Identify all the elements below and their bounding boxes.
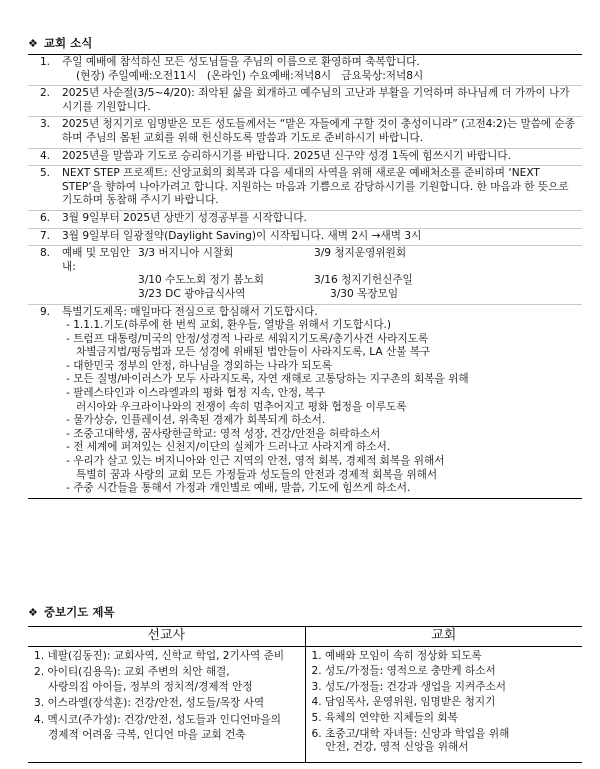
news-item-number: 8. bbox=[39, 247, 51, 260]
missionary-prayer-item-continued: 사랑의집 아이들, 정부의 정치적/경제적 안정 bbox=[48, 680, 253, 693]
church-column bbox=[306, 647, 583, 762]
church-prayer-item: 1. 예배와 모임이 속히 정상화 되도록 bbox=[311, 649, 482, 662]
church-prayer-item: 4. 담임목사, 운영위원, 임명받은 청지기 bbox=[311, 696, 496, 709]
news-item-number: 6. bbox=[39, 211, 51, 224]
prayer-item-continued: 차별금지법/평등법과 모든 성경에 위배된 법안들이 사라지도록, LA 산불 복구 bbox=[76, 346, 431, 359]
missionary-prayer-item-continued: 경제적 어려움 극복, 인디언 마을 교회 건축 bbox=[48, 728, 246, 741]
news-item-4 bbox=[28, 149, 582, 167]
church-prayer-item: 6. 초중고/대학 자녀들: 신앙과 학업을 위해 bbox=[311, 727, 510, 740]
intercession-section-heading bbox=[28, 606, 115, 620]
prayer-title: 특별기도제목: 매일마다 전심으로 합심해서 기도합시다. bbox=[62, 305, 318, 318]
missionary-prayer-item: 4. 멕시코(주가성): 건강/안전, 성도들과 인디언마을의 bbox=[34, 713, 282, 726]
news-item-3 bbox=[28, 117, 582, 148]
church-prayer-item: 3. 성도/가정들: 건강과 생업을 지켜주소서 bbox=[311, 680, 506, 693]
news-table bbox=[28, 54, 582, 499]
intercession-heading-text: 중보기도 제목 bbox=[43, 605, 115, 619]
prayer-item: - 1.1.1.기도(하루에 한 번씩 교회, 환우들, 열방을 위해서 기도합시다.) bbox=[66, 319, 392, 332]
news-item-number: 7. bbox=[39, 229, 51, 242]
news-item-6 bbox=[28, 211, 582, 229]
news-item-number: 2. bbox=[39, 87, 51, 100]
missionary-column bbox=[28, 647, 306, 762]
news-item-text: 2025년 청지기로 임명받은 모든 성도들께서는 “맡은 자들에게 구할 것이 충성이니라” (고전4:2)는 말씀에 순종하며 주님의 몸된 교회를 위해 헌신하도록 말씀과 기도로 준비하시기 바랍니다. bbox=[62, 118, 576, 144]
meeting-entry: 3/3 버지니아 시찰회 bbox=[138, 247, 234, 260]
news-item-number: 3. bbox=[39, 118, 51, 131]
news-item-text: 3월 9일부터 일광절약(Daylight Saving)이 시작됩니다. 새벽 2시 →새벽 3시 bbox=[62, 229, 422, 242]
prayer-item: - 전 세계에 퍼져있는 신천지/이단의 실체가 드러나고 사라지게 하소서. bbox=[66, 441, 391, 454]
news-item-number: 4. bbox=[39, 149, 51, 162]
meeting-entry: 3/9 청지운영위원회 bbox=[314, 247, 407, 260]
diamond-bullet-icon: ❖ bbox=[28, 606, 38, 619]
meeting-entry: 3/30 목장모임 bbox=[330, 287, 399, 300]
meeting-entry: 3/10 수도노회 정기 봄노회 bbox=[138, 274, 264, 287]
prayer-item: - 물가상승, 인플레이션, 위축된 경제가 회복되게 하소서. bbox=[66, 414, 326, 427]
intercession-table bbox=[28, 626, 582, 763]
church-prayer-item: 2. 성도/가정들: 영적으로 충만케 하소서 bbox=[311, 665, 496, 678]
missionary-column-header: 선교사 bbox=[28, 627, 306, 646]
news-item-text: 2025년 사순절(3/5~4/20): 죄악된 삶을 회개하고 예수님의 고난과 부활을 기억하며 하나님께 더 가까이 나가시기를 기원합니다. bbox=[62, 87, 570, 113]
news-item-8-meetings bbox=[28, 246, 582, 304]
prayer-item: - 우리가 살고 있는 버지니아와 인근 지역의 안전, 영적 회복, 경제적 회복을 위해서 bbox=[66, 455, 445, 468]
service-times: (현장) 주일예배:오전11시 (온라인) 수요예배:저녁8시 금요묵상:저녁8시 bbox=[76, 69, 424, 82]
news-heading-text: 교회 소식 bbox=[43, 36, 93, 50]
prayer-item: - 대한민국 정부의 안정, 하나님을 경외하는 나라가 되도록 bbox=[66, 359, 333, 372]
prayer-item: - 트럼프 대통령/미국의 안정/성경적 나라로 세워지기도록/총기사건 사라지도록 bbox=[66, 332, 429, 345]
news-item-number: 1. bbox=[39, 56, 51, 68]
news-item-text: NEXT STEP 프로젝트: 신앙교회의 회복과 다음 세대의 사역을 위해 새로운 예배처소를 준비하며 ‘NEXT STEP’을 향하여 나아가려고 합니다. 지원하는 마음과 기쁨으로 감당하시기를 기원합니다. 한 마음과 한 뜻으로 기도하며 동참해 주시기 바랍니다. bbox=[62, 167, 569, 207]
news-item-1 bbox=[28, 55, 582, 86]
news-item-7 bbox=[28, 229, 582, 247]
church-prayer-item-continued: 안전, 건강, 영적 신앙을 위해서 bbox=[325, 741, 469, 754]
news-item-2 bbox=[28, 86, 582, 117]
news-item-text: 3월 9일부터 2025년 상반기 성경공부를 시작합니다. bbox=[62, 211, 307, 224]
missionary-prayer-item: 3. 이스라엘(장석훈): 건강/안전, 성도들/목장 사역 bbox=[34, 697, 265, 710]
news-item-5 bbox=[28, 166, 582, 211]
diamond-bullet-icon: ❖ bbox=[28, 37, 38, 50]
news-item-number: 9. bbox=[39, 305, 51, 318]
news-section-heading bbox=[28, 37, 92, 51]
prayer-item-continued: 특별히 꿈과 사랑의 교회 모든 가정들과 성도들의 안전과 경제적 회복을 위해서 bbox=[76, 468, 438, 481]
news-item-number: 5. bbox=[39, 167, 51, 180]
church-prayer-item: 5. 육체의 연약한 지체들의 회복 bbox=[311, 711, 458, 724]
prayer-item: - 주중 시간들을 통해서 가정과 개인별로 예배, 말씀, 기도에 힘쓰게 하소서. bbox=[66, 482, 411, 495]
prayer-item: - 조중고대학생, 꿈사랑한글학교: 영적 성장, 건강/안전을 허락하소서 bbox=[66, 427, 381, 440]
missionary-prayer-item: 2. 아이티(김용옥): 교회 주변의 치안 해결, bbox=[34, 666, 230, 679]
prayer-item: - 모든 질병/바이러스가 모두 사라지도록, 자연 재해로 고통당하는 지구촌의 회복을 위해 bbox=[66, 373, 469, 386]
meeting-entry: 3/16 청지기헌신주일 bbox=[314, 274, 413, 287]
missionary-prayer-item: 1. 네팔(김동진): 교회사역, 신학교 학업, 2기사역 준비 bbox=[34, 649, 285, 662]
church-column-header: 교회 bbox=[431, 628, 457, 643]
meeting-entry: 3/23 DC 광야급식사역 bbox=[138, 287, 246, 300]
news-item-9-prayer bbox=[28, 305, 582, 498]
prayer-item-continued: 러시아와 우크라이나와의 전쟁이 속히 멈추어지고 평화 협정을 이루도록 bbox=[76, 400, 407, 413]
meeting-label: 예배 및 모임안내: bbox=[62, 247, 131, 273]
news-item-text: 주일 예배에 참석하신 모든 성도님들을 주님의 이름으로 환영하며 축복합니다. bbox=[62, 56, 420, 68]
prayer-item: - 팔레스타인과 이스라엘과의 평화 협정 지속, 안정, 복구 bbox=[66, 387, 326, 400]
news-item-text: 2025년을 말씀과 기도로 승리하시기를 바랍니다. 2025년 신구약 성경 1독에 힘쓰시기 바랍니다. bbox=[62, 149, 512, 162]
